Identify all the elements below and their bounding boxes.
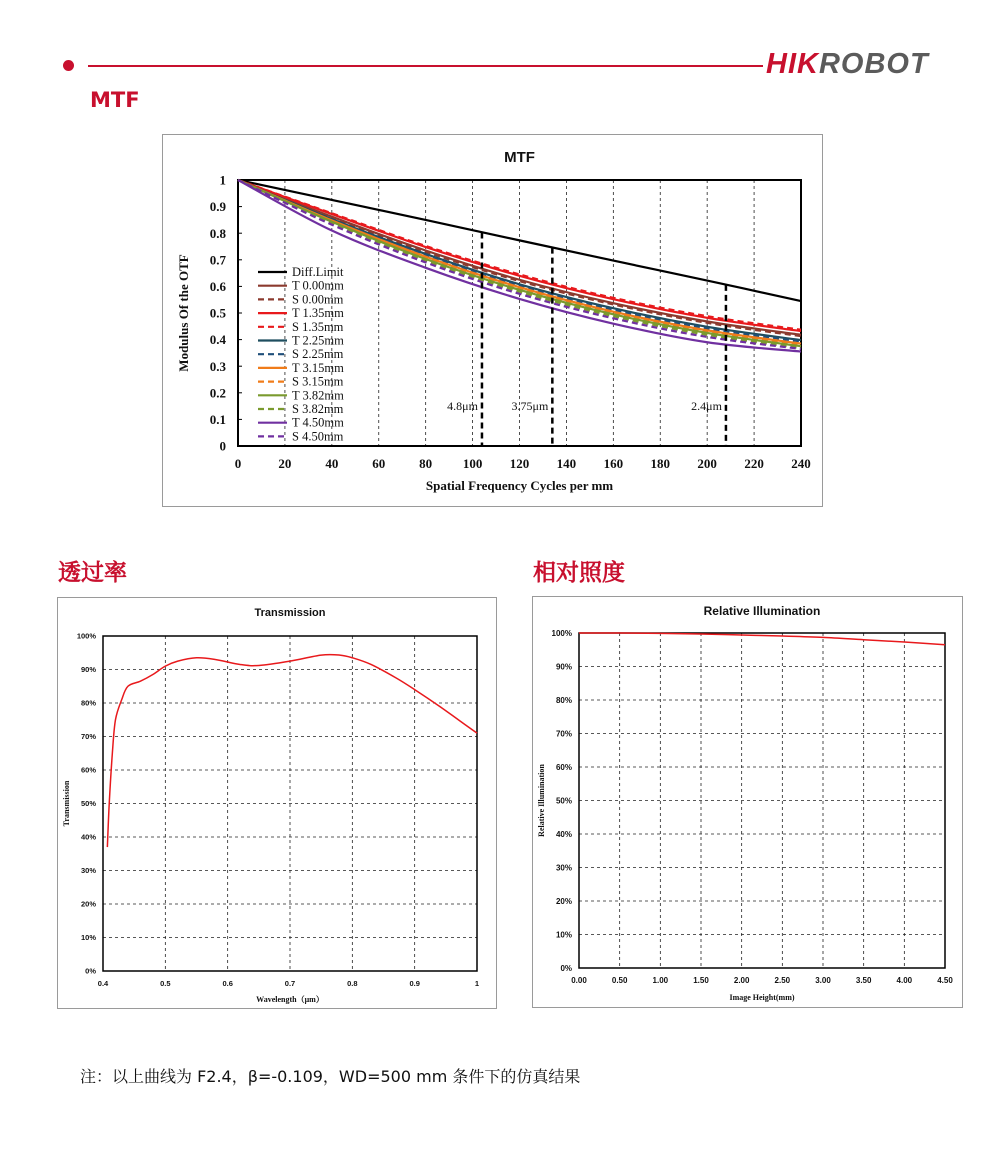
relative-illumination-section-title: 相对照度 bbox=[533, 560, 625, 586]
relative_illumination-y-tick-label: 30% bbox=[555, 863, 572, 873]
relative_illumination-y-tick-label: 70% bbox=[555, 729, 572, 739]
mtf-legend-label: T 1.35mm bbox=[292, 306, 344, 321]
transmission-y-tick-label: 40% bbox=[80, 832, 96, 842]
mtf-y-tick-label: 0.7 bbox=[209, 252, 226, 268]
transmission-chart bbox=[58, 598, 496, 1008]
mtf-y-tick-label: 0.3 bbox=[209, 358, 226, 374]
mtf-y-tick-label: 0 bbox=[219, 438, 226, 454]
mtf-legend-label: S 3.15mm bbox=[292, 374, 344, 389]
transmission-y-tick-label: 20% bbox=[80, 899, 96, 909]
mtf-y-axis-label: Modulus Of the OTF bbox=[176, 254, 191, 372]
relative_illumination-x-tick-label: 1.00 bbox=[652, 976, 669, 985]
mtf-x-tick-label: 140 bbox=[556, 456, 577, 471]
brand-logo bbox=[766, 48, 929, 81]
transmission-y-tick-label: 90% bbox=[80, 665, 96, 675]
relative-illumination-chart bbox=[533, 597, 962, 1007]
transmission-y-tick-label: 10% bbox=[80, 933, 96, 943]
mtf-legend-label: T 2.25mm bbox=[292, 333, 344, 348]
brand-logo-part1: HIK bbox=[766, 48, 819, 80]
relative-illumination-chart-frame bbox=[532, 596, 963, 1008]
mtf-section-title: MTF bbox=[90, 88, 140, 112]
relative_illumination-y-tick-label: 50% bbox=[555, 796, 572, 806]
mtf-x-tick-label: 120 bbox=[509, 456, 530, 471]
mtf-x-tick-label: 160 bbox=[603, 456, 624, 471]
mtf-x-tick-label: 180 bbox=[650, 456, 670, 471]
transmission-x-tick-label: 0.6 bbox=[222, 979, 233, 988]
transmission-x-tick-label: 0.4 bbox=[97, 979, 109, 988]
transmission-chart-frame bbox=[57, 597, 497, 1009]
transmission-x-tick-label: 0.9 bbox=[409, 979, 420, 988]
mtf-x-tick-label: 40 bbox=[325, 456, 339, 471]
mtf-y-tick-label: 0.6 bbox=[209, 278, 226, 294]
mtf-y-tick-label: 0.5 bbox=[209, 305, 226, 321]
mtf-legend-label: S 1.35mm bbox=[292, 319, 344, 334]
transmission-y-tick-label: 50% bbox=[80, 799, 96, 809]
simulation-note: 注：以上曲线为 F2.4，β=-0.109，WD=500 mm 条件下的仿真结果 bbox=[80, 1067, 581, 1086]
mtf-legend-label: T 3.15mm bbox=[292, 360, 344, 375]
transmission-y-tick-label: 70% bbox=[80, 732, 96, 742]
relative_illumination-y-axis-label: Relative Illumination bbox=[537, 764, 546, 837]
relative_illumination-x-tick-label: 0.50 bbox=[611, 976, 628, 985]
mtf-x-tick-label: 80 bbox=[419, 456, 433, 471]
mtf-legend-label: T 3.82mm bbox=[292, 388, 344, 403]
relative_illumination-series-line-0 bbox=[579, 633, 945, 645]
mtf-legend-label: S 3.82mm bbox=[292, 402, 344, 416]
relative_illumination-y-tick-label: 100% bbox=[551, 628, 572, 638]
mtf-chart bbox=[163, 135, 822, 506]
header-divider bbox=[88, 65, 763, 67]
mtf-x-tick-label: 220 bbox=[744, 456, 764, 471]
mtf-x-tick-label: 60 bbox=[372, 456, 386, 471]
mtf-legend-label: S 2.25mm bbox=[292, 347, 344, 362]
mtf-x-tick-label: 240 bbox=[791, 456, 811, 471]
transmission-y-tick-label: 30% bbox=[80, 866, 96, 876]
relative_illumination-x-tick-label: 1.50 bbox=[693, 976, 709, 985]
mtf-y-tick-label: 0.2 bbox=[209, 385, 226, 401]
transmission-y-tick-label: 0% bbox=[85, 966, 96, 976]
relative_illumination-x-tick-label: 2.50 bbox=[774, 976, 791, 985]
relative_illumination-y-tick-label: 60% bbox=[555, 762, 572, 772]
mtf-legend-label: T 0.00mm bbox=[292, 278, 344, 293]
transmission-x-axis-label: Wavelength（μm） bbox=[256, 995, 324, 1004]
relative_illumination-y-tick-label: 80% bbox=[555, 695, 572, 705]
relative_illumination-x-tick-label: 3.50 bbox=[855, 976, 872, 985]
relative_illumination-y-tick-label: 0% bbox=[560, 963, 572, 973]
brand-logo-part2: ROBOT bbox=[818, 48, 929, 80]
transmission-x-tick-label: 0.5 bbox=[160, 979, 171, 988]
relative_illumination-x-tick-label: 4.00 bbox=[896, 976, 913, 985]
mtf-y-tick-label: 0.4 bbox=[209, 332, 226, 348]
transmission-chart-title: Transmission bbox=[254, 607, 326, 619]
mtf-y-tick-label: 0.1 bbox=[209, 411, 226, 427]
transmission-series-line-0 bbox=[107, 655, 477, 848]
mtf-legend-label: S 4.50mm bbox=[292, 429, 344, 444]
relative_illumination-y-tick-label: 10% bbox=[555, 930, 572, 940]
mtf-x-tick-label: 100 bbox=[462, 456, 483, 471]
mtf-cutoff-marker-label: 4.8μm bbox=[447, 399, 478, 414]
mtf-x-tick-label: 0 bbox=[234, 456, 242, 471]
transmission-y-axis-label: Transmission bbox=[62, 780, 71, 827]
mtf-y-tick-label: 0.8 bbox=[209, 225, 226, 241]
mtf-y-tick-label: 1 bbox=[219, 172, 226, 188]
header-accent-dot bbox=[63, 60, 74, 71]
mtf-x-tick-label: 20 bbox=[278, 456, 292, 471]
relative_illumination-chart-title: Relative Illumination bbox=[703, 604, 821, 618]
mtf-legend-label: T 4.50mm bbox=[292, 415, 344, 430]
relative_illumination-y-tick-label: 40% bbox=[555, 829, 572, 839]
relative_illumination-x-tick-label: 3.00 bbox=[815, 976, 831, 985]
transmission-y-tick-label: 80% bbox=[80, 698, 96, 708]
relative_illumination-y-tick-label: 90% bbox=[555, 662, 572, 672]
transmission-y-tick-label: 100% bbox=[76, 631, 96, 641]
transmission-section-title: 透过率 bbox=[58, 560, 127, 586]
mtf-x-tick-label: 200 bbox=[697, 456, 717, 471]
relative_illumination-x-tick-label: 2.00 bbox=[733, 976, 750, 985]
relative_illumination-x-tick-label: 4.50 bbox=[937, 976, 953, 985]
relative_illumination-x-tick-label: 0.00 bbox=[571, 976, 587, 985]
mtf-x-axis-label: Spatial Frequency Cycles per mm bbox=[425, 478, 614, 493]
mtf-y-tick-label: 0.9 bbox=[209, 199, 226, 215]
transmission-x-tick-label: 1 bbox=[474, 979, 480, 988]
relative_illumination-x-axis-label: Image Height(mm) bbox=[729, 993, 795, 1002]
relative_illumination-y-tick-label: 20% bbox=[555, 896, 572, 906]
mtf-cutoff-marker-label: 2.4μm bbox=[691, 399, 722, 414]
mtf-chart-frame bbox=[162, 134, 823, 507]
mtf-cutoff-marker-label: 3.75μm bbox=[511, 399, 549, 414]
mtf-legend-label: Diff.Limit bbox=[292, 265, 344, 279]
mtf-chart-title: MTF bbox=[504, 149, 535, 166]
mtf-legend-label: S 0.00mm bbox=[292, 292, 344, 307]
transmission-x-tick-label: 0.7 bbox=[284, 979, 296, 988]
transmission-y-tick-label: 60% bbox=[80, 765, 96, 775]
transmission-x-tick-label: 0.8 bbox=[347, 979, 358, 988]
